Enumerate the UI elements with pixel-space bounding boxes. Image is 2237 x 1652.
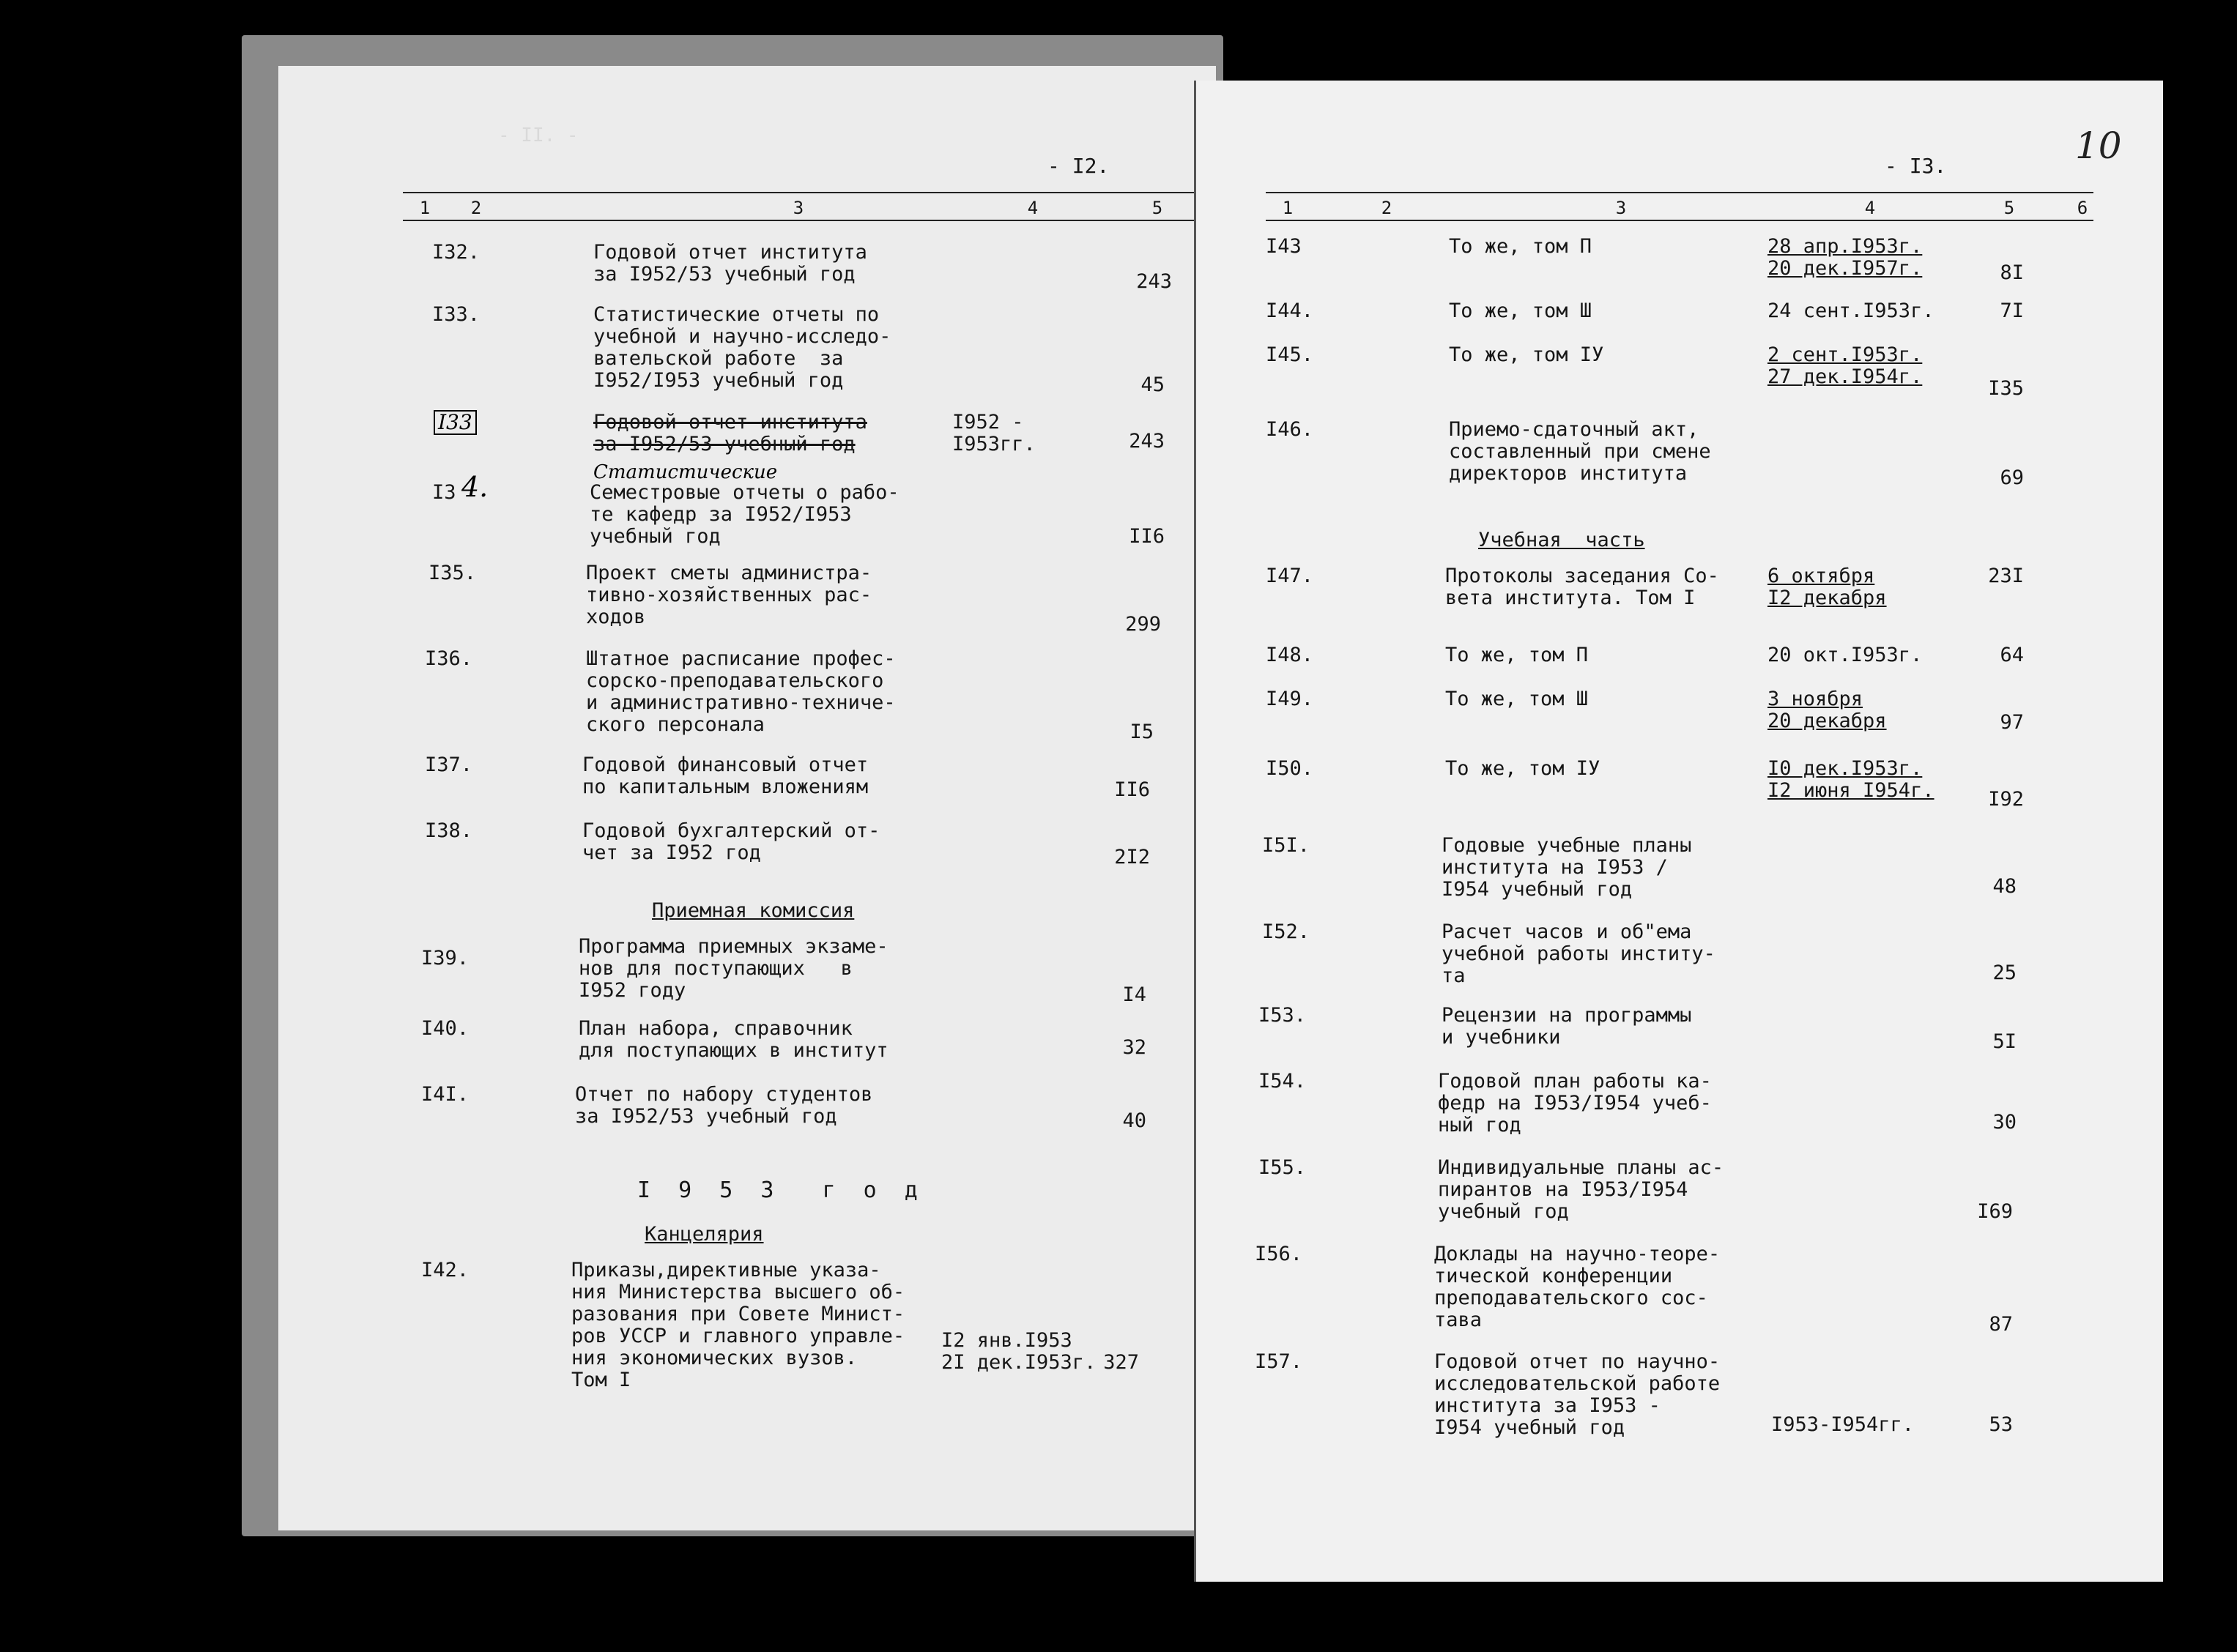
item-number: I36. xyxy=(425,647,473,670)
item-number: I4I. xyxy=(421,1083,470,1106)
item-sheets: 23I xyxy=(1988,565,2024,587)
item-title: То же, том П xyxy=(1445,644,1589,666)
item-title: Годовые учебные планы института на I953 / I954 учебный год xyxy=(1442,834,1692,901)
item-number: I32. xyxy=(432,241,481,264)
column-header: 4 xyxy=(1864,198,1876,218)
item-sheets: 64 xyxy=(2000,644,2024,666)
item-sheets: 327 xyxy=(1103,1351,1139,1374)
item-number: I48. xyxy=(1266,644,1314,666)
item-number: I42. xyxy=(421,1259,470,1281)
page-number: - I3. xyxy=(1885,154,1947,178)
item-sheets: II6 xyxy=(1114,778,1150,801)
column-header: 5 xyxy=(1151,198,1163,218)
column-header: 6 xyxy=(2077,198,2088,218)
item-title: То же, том IУ xyxy=(1449,343,1604,366)
item-title: То же, том П xyxy=(1449,235,1592,258)
item-title: Рецензии на программы и учебники xyxy=(1442,1004,1692,1049)
item-date: 6 октября I2 декабря xyxy=(1767,565,1887,609)
item-title: Индивидуальные планы ас- пирантов на I953/I954 учебный год xyxy=(1438,1156,1724,1223)
item-title: Расчет часов и об"ема учебной работы институ- та xyxy=(1442,920,1715,987)
item-sheets: I69 xyxy=(1977,1200,2013,1223)
item-number: I37. xyxy=(425,754,473,776)
item-title-struck: Годовой отчет института за I952/53 учебный год xyxy=(593,411,867,455)
folio-number: 10 xyxy=(2075,124,2122,167)
column-header: 2 xyxy=(470,198,482,218)
header-top-rule xyxy=(403,192,1201,193)
item-number: I52. xyxy=(1262,920,1310,943)
item-sheets: I5 xyxy=(1129,721,1154,743)
item-sheets: 8I xyxy=(2000,261,2024,284)
item-sheets: 97 xyxy=(2000,711,2024,734)
section-heading: Приемная комиссия xyxy=(652,899,855,922)
item-title: Штатное расписание профес- сорско-преподавательского и административно-техниче- ского персонала xyxy=(586,647,896,736)
item-number: I54. xyxy=(1258,1070,1307,1093)
item-sheets: 40 xyxy=(1122,1109,1146,1132)
item-sheets: I92 xyxy=(1988,788,2024,811)
handwritten-number-fix: 4. xyxy=(461,471,489,503)
item-number: I5I. xyxy=(1262,834,1310,857)
item-title: Годовой отчет института за I952/53 учебный год xyxy=(593,241,867,286)
handwritten-number: I33 xyxy=(434,410,477,435)
column-header: 3 xyxy=(793,198,804,218)
column-header: 5 xyxy=(2003,198,2015,218)
item-number: I57. xyxy=(1255,1350,1303,1373)
item-number: I3 xyxy=(432,481,456,504)
page-number: - I2. xyxy=(1047,154,1110,178)
column-header: 1 xyxy=(1282,198,1294,218)
item-number: I47. xyxy=(1266,565,1314,587)
item-title: Годовой отчет по научно- исследовательской работе института за I953 - I954 учебный год xyxy=(1434,1350,1721,1439)
item-sheets: II6 xyxy=(1129,525,1165,548)
item-title: Протоколы заседания Со- вета института. Том I xyxy=(1445,565,1719,609)
section-heading: Канцелярия xyxy=(645,1223,764,1246)
item-sheets: 69 xyxy=(2000,466,2024,489)
item-number: I56. xyxy=(1255,1243,1303,1265)
item-title: План набора, справочник для поступающих в институт xyxy=(579,1017,889,1062)
item-title: Годовой план работы ка- федр на I953/I954 учеб- ный год xyxy=(1438,1070,1712,1136)
section-heading: Учебная часть xyxy=(1478,529,1645,551)
item-number: I44. xyxy=(1266,299,1314,322)
item-number: I53. xyxy=(1258,1004,1307,1027)
item-sheets: 243 xyxy=(1129,430,1165,453)
item-sheets: 2I2 xyxy=(1114,846,1150,868)
item-sheets: 45 xyxy=(1140,373,1165,396)
item-number: I39. xyxy=(421,947,470,970)
bleed-through-text: - II. - xyxy=(498,124,579,146)
item-date: I2 янв.I953 2I дек.I953г. xyxy=(941,1329,1097,1374)
item-number: I38. xyxy=(425,819,473,842)
item-date: 28 апр.I953г. 20 дек.I957г. xyxy=(1767,235,1923,280)
item-date: I0 дек.I953г. I2 июня I954г. xyxy=(1767,757,1934,802)
item-number: I55. xyxy=(1258,1156,1307,1179)
item-title: Приемо-сдаточный акт, составленный при смене директоров института xyxy=(1449,418,1711,485)
item-date: 3 ноября 20 декабря xyxy=(1767,688,1887,732)
item-sheets: I35 xyxy=(1988,377,2024,400)
item-sheets: 30 xyxy=(1992,1111,2017,1134)
item-sheets: 53 xyxy=(1989,1413,2013,1436)
item-title: Годовой бухгалтерский от- чет за I952 год xyxy=(582,819,880,864)
item-number: I46. xyxy=(1266,418,1314,441)
item-sheets: 87 xyxy=(1989,1313,2013,1336)
item-title: Программа приемных экзаме- нов для поступающих в I952 году xyxy=(579,935,889,1002)
header-bottom-rule xyxy=(403,220,1201,221)
left-page xyxy=(278,66,1216,1530)
item-date: 24 сент.I953г. xyxy=(1767,299,1934,322)
item-title: Семестровые отчеты о рабо- те кафедр за I952/I953 учебный год xyxy=(590,481,899,548)
item-title: Приказы,директивные указа- ния Министерства высшего об- разования при Совете Минист- ров УССР и главного управле- ния экономических вузов. Том I xyxy=(571,1259,905,1391)
item-sheets: 25 xyxy=(1992,961,2017,984)
item-sheets: 48 xyxy=(1992,875,2017,898)
item-sheets: 7I xyxy=(2000,299,2024,322)
item-date: 20 окт.I953г. xyxy=(1767,644,1923,666)
item-number: I35. xyxy=(429,562,477,584)
column-header: 1 xyxy=(419,198,431,218)
handwritten-correction: Статистические xyxy=(593,461,778,483)
item-sheets: I4 xyxy=(1122,983,1146,1006)
item-sheets: 243 xyxy=(1136,270,1172,293)
item-title: Отчет по набору студентов за I952/53 учебный год xyxy=(575,1083,873,1128)
column-header: 4 xyxy=(1027,198,1039,218)
item-sheets: 299 xyxy=(1125,613,1161,636)
item-number: I40. xyxy=(421,1017,470,1040)
item-title: То же, том Ш xyxy=(1449,299,1592,322)
column-header: 2 xyxy=(1381,198,1392,218)
item-number: I33. xyxy=(432,303,481,326)
item-title: Проект сметы администра- тивно-хозяйственных рас- ходов xyxy=(586,562,872,628)
item-date: 2 сент.I953г. 27 дек.I954г. xyxy=(1767,343,1923,388)
item-sheets: 5I xyxy=(1992,1030,2017,1053)
item-number: I49. xyxy=(1266,688,1314,710)
item-date: I952 - I953гг. xyxy=(952,411,1036,455)
year-heading: I 9 5 3 г о д xyxy=(637,1177,925,1203)
item-title: Доклады на научно-теоре- тической конференции преподавательского сос- тава xyxy=(1434,1243,1721,1331)
right-page xyxy=(1194,81,2163,1582)
item-sheets: 32 xyxy=(1122,1036,1146,1059)
item-number: I50. xyxy=(1266,757,1314,780)
column-header: 3 xyxy=(1615,198,1627,218)
item-number: I45. xyxy=(1266,343,1314,366)
item-title: То же, том IУ xyxy=(1445,757,1600,780)
item-number: I43 xyxy=(1266,235,1302,258)
item-title: Годовой финансовый отчет по капитальным вложениям xyxy=(582,754,869,798)
header-top-rule xyxy=(1266,192,2093,193)
item-date: I953-I954гг. xyxy=(1771,1413,1915,1436)
item-title: Статистические отчеты по учебной и научно-исследо- вательской работе за I952/I953 учебный год xyxy=(593,303,891,392)
header-bottom-rule xyxy=(1266,220,2093,221)
item-title: То же, том Ш xyxy=(1445,688,1589,710)
